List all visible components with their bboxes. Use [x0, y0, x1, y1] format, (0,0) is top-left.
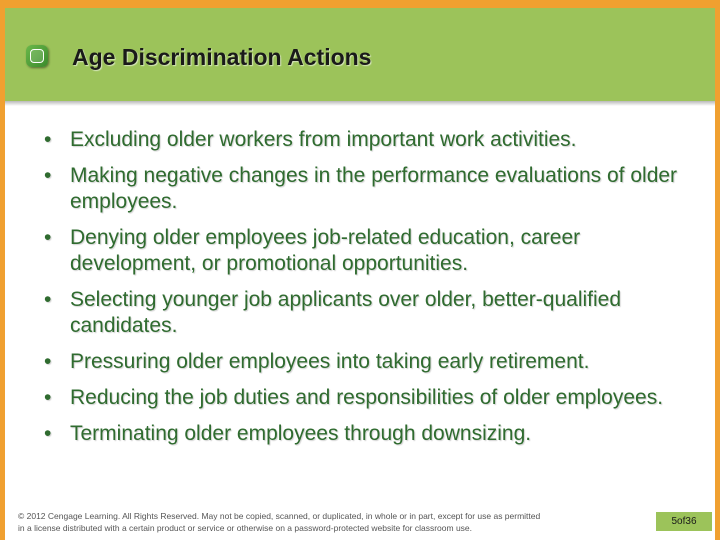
page-total: 36: [685, 516, 697, 527]
bullet-item: • Reducing the job duties and responsibilities of older employees.: [42, 385, 692, 411]
square-bullet-icon: [26, 45, 48, 67]
title-bar-shadow: [5, 101, 715, 106]
page-number: [656, 512, 712, 531]
bullet-item: • Pressuring older employees into taking early retirement.: [42, 349, 692, 375]
bullet-list: [42, 127, 692, 457]
page-of: of: [677, 516, 686, 527]
slide-title: Age Discrimination Actions: [72, 44, 372, 70]
bullet-item: • Terminating older employees through downsizing.: [42, 421, 692, 447]
bullet-item: • Making negative changes in the performance evaluations of older employees.: [42, 163, 692, 215]
page-current: 5: [671, 516, 678, 527]
frame-right: [715, 0, 720, 540]
frame-top: [0, 0, 720, 8]
bullet-item: • Excluding older workers from important work activities.: [42, 127, 692, 153]
copyright-footer: © 2012 Cengage Learning. All Rights Reserved. May not be copied, scanned, or duplicated, in whole or in part, except for use as permitted in a license distributed with a certain product or service or otherwise on a password-protected website for classroom use.: [18, 511, 541, 533]
bullet-item: • Selecting younger job applicants over older, better-qualified candidates.: [42, 287, 692, 339]
bullet-item: • Denying older employees job-related education, career development, or promotional opportunities.: [42, 225, 692, 277]
